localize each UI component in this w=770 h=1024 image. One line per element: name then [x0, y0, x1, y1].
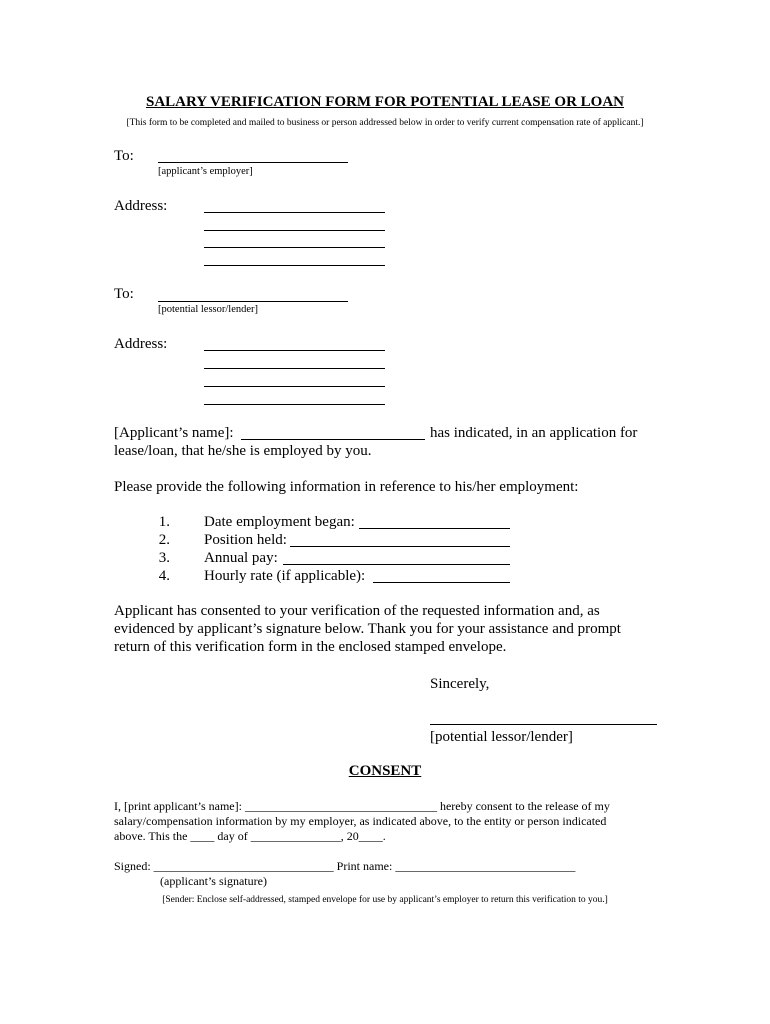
employer-address-line-1[interactable]: [204, 212, 385, 213]
footer-note: [Sender: Enclose self-addressed, stamped envelope for use by applicant’s employer to return this verification to you.]: [162, 895, 608, 905]
consent-paragraph-line-1: Applicant has consented to your verification of the requested information and, as: [114, 603, 600, 619]
item-3-number: 3.: [158, 550, 170, 566]
item-2-number: 2.: [158, 532, 170, 548]
lender-address-label: Address:: [114, 336, 168, 352]
form-title: SALARY VERIFICATION FORM FOR POTENTIAL LEASE OR LOAN: [145, 94, 624, 110]
item-4-label: Hourly rate (if applicable):: [204, 568, 366, 584]
employer-caption: [applicant’s employer]: [158, 166, 253, 177]
consent-paragraph-line-2: evidenced by applicant’s signature below. Thank you for your assistance and prompt: [114, 621, 621, 637]
form-instructions: [This form to be completed and mailed to business or person addressed below in order to verify current compensation rate of applicant.]: [126, 118, 644, 128]
item-4-number: 4.: [158, 568, 170, 584]
lender-address-line-3[interactable]: [204, 386, 385, 387]
consent-text-line-1: I, [print applicant’s name]: ________________________________ hereby consent to the release of my: [114, 799, 610, 813]
hourly-rate-line[interactable]: [373, 582, 510, 583]
to-employer-label: To:: [114, 148, 134, 164]
lender-signature-line[interactable]: [430, 724, 657, 725]
lender-address-line-2[interactable]: [204, 368, 385, 369]
employer-name-line[interactable]: [158, 162, 348, 163]
applicant-name-label: [Applicant’s name]:: [114, 425, 234, 441]
consent-text-line-3: above. This the ____ day of _______________, 20____.: [114, 829, 386, 843]
date-employment-line[interactable]: [359, 528, 510, 529]
request-text: Please provide the following information in reference to his/her employment:: [114, 479, 579, 495]
position-held-line[interactable]: [290, 546, 510, 547]
consent-text-line-2: salary/compensation information by my employer, as indicated above, to the entity or person indicated: [114, 814, 607, 828]
lender-address-line-4[interactable]: [204, 404, 385, 405]
item-3-label: Annual pay:: [204, 550, 278, 566]
applicant-signature-caption: (applicant’s signature): [160, 874, 267, 888]
item-1-number: 1.: [158, 514, 170, 530]
employer-address-line-4[interactable]: [204, 265, 385, 266]
lender-signature-caption: [potential lessor/lender]: [430, 729, 573, 745]
applicant-employed-text: lease/loan, that he/she is employed by you.: [114, 443, 372, 459]
item-1-label: Date employment began:: [204, 514, 355, 530]
employer-address-line-2[interactable]: [204, 230, 385, 231]
applicant-name-line[interactable]: [241, 439, 425, 440]
applicant-indicated-text: has indicated, in an application for: [430, 425, 638, 441]
to-lender-label: To:: [114, 286, 134, 302]
consent-heading: CONSENT: [348, 763, 422, 779]
signed-print-name-line[interactable]: Signed: ______________________________ Print name: ______________________________: [114, 859, 576, 873]
item-2-label: Position held:: [204, 532, 287, 548]
consent-paragraph-line-3: return of this verification form in the enclosed stamped envelope.: [114, 639, 507, 655]
lender-address-line-1[interactable]: [204, 350, 385, 351]
lender-name-line[interactable]: [158, 301, 348, 302]
lender-caption: [potential lessor/lender]: [158, 304, 259, 315]
annual-pay-line[interactable]: [283, 564, 510, 565]
closing-text: Sincerely,: [430, 676, 490, 692]
employer-address-line-3[interactable]: [204, 247, 385, 248]
employer-address-label: Address:: [114, 198, 168, 214]
